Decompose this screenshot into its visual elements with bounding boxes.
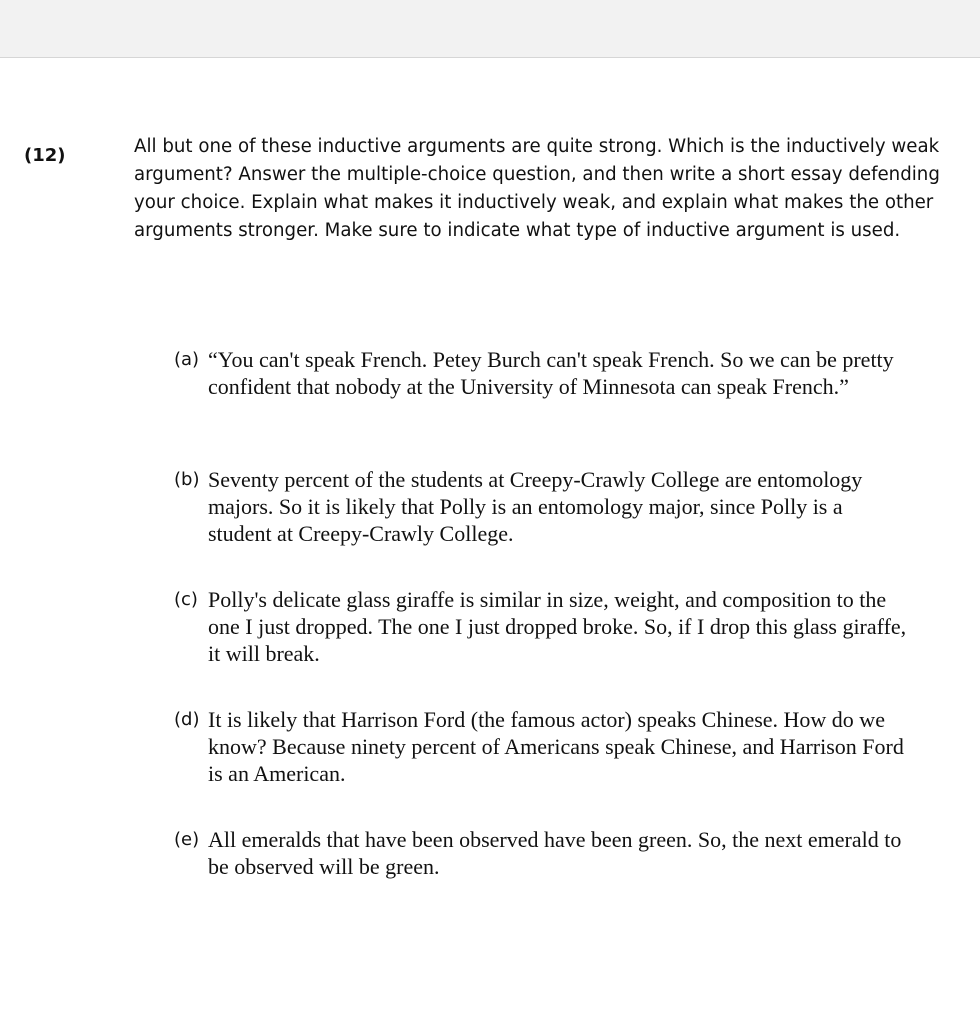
option-d-text: It is likely that Harrison Ford (the famous actor) speaks Chinese. How do we know? Because ninety percent of Americans speak Chinese, and Harrison Ford is an American. — [208, 707, 904, 786]
option-a-label: (a) — [174, 349, 200, 370]
option-b-text: Seventy percent of the students at Creepy-Crawly College are entomology majors. So it is likely that Polly is an entomology major, since Polly is a student at Creepy-Crawly College. — [208, 467, 863, 546]
option-d-label: (d) — [174, 709, 200, 730]
option-b-label: (b) — [174, 469, 200, 490]
option-e-text: All emeralds that have been observed have been green. So, the next emerald to be observed will be green. — [208, 827, 902, 879]
question-number: (12) — [24, 145, 66, 166]
top-bar — [0, 0, 980, 58]
option-c-label: (c) — [174, 589, 198, 610]
question-prompt: All but one of these inductive arguments are quite strong. Which is the inductively weak argument? Answer the multiple-choice question, and then write a short essay defending your choice. Explain what makes it inductively weak, and explain what makes the other arguments stronger. Make sure to indicate what type of inductive argument is used. — [134, 136, 940, 241]
option-c-text: Polly's delicate glass giraffe is similar in size, weight, and composition to the one I just dropped. The one I just dropped broke. So, if I drop this glass giraffe, it will break. — [208, 587, 907, 666]
option-a-text: “You can't speak French. Petey Burch can't speak French. So we can be pretty confident that nobody at the University of Minnesota can speak French.” — [208, 347, 894, 399]
option-e-label: (e) — [174, 829, 200, 850]
